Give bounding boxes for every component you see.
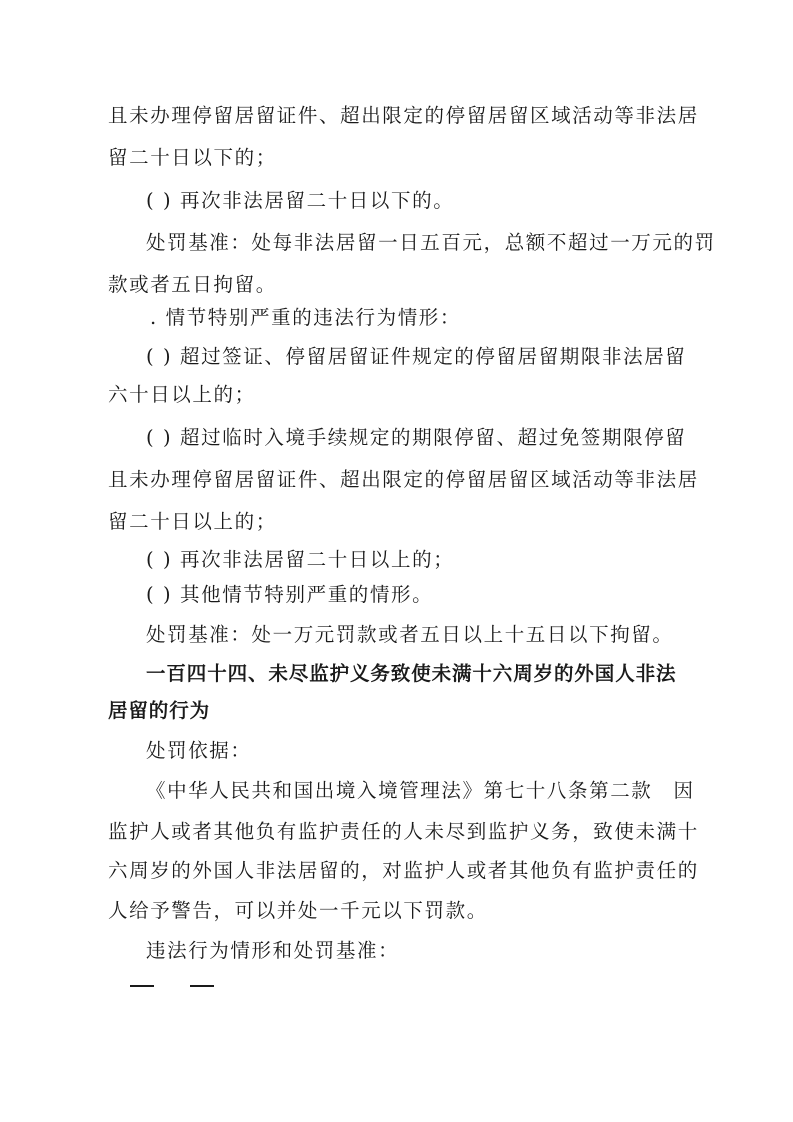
penalty-standard: 处罚基准：处每非法居留一日五百元，总额不超过一万元的罚 [146, 231, 716, 254]
paragraph-line: 人给予警告，可以并处一千元以下罚款。 [108, 899, 488, 922]
list-item-repeat-illegal-stay: ( ) 再次非法居留二十日以下的。 [146, 189, 455, 212]
list-item-other-severe: ( ) 其他情节特别严重的情形。 [146, 583, 434, 606]
paragraph-line: 款或者五日拘留。 [108, 273, 277, 296]
section-heading-situations: 违法行为情形和处罚基准： [146, 939, 400, 962]
article-heading-continued: 居留的行为 [108, 699, 211, 722]
paragraph-line: 且未办理停留居留证件、超出限定的停留居留区域活动等非法居 [108, 468, 699, 491]
paragraph-line: 六十日以上的； [108, 383, 256, 406]
penalty-standard: 处罚基准：处一万元罚款或者五日以上十五日以下拘留。 [146, 623, 674, 646]
article-heading: 一百四十四、未尽监护义务致使未满十六周岁的外国人非法 [146, 662, 677, 685]
paragraph-line: 六周岁的外国人非法居留的，对监护人或者其他负有监护责任的 [108, 859, 699, 882]
paragraph-line: 留二十日以下的； [108, 146, 277, 169]
list-item-visa-overstay: ( ) 超过签证、停留居留证件规定的停留居留期限非法居留 [146, 345, 687, 368]
legal-citation: 《中华人民共和国出境入境管理法》第七十八条第二款 因 [146, 779, 695, 802]
penalty-basis-heading: 处罚依据： [146, 739, 252, 762]
footer-dash-right [190, 985, 214, 987]
paragraph-line: 留二十日以上的； [108, 510, 277, 533]
paragraph-line: 监护人或者其他负有监护责任的人未尽到监护义务，致使未满十 [108, 820, 699, 843]
footer-dash-left [130, 985, 154, 987]
list-item-repeat-over-twenty: ( ) 再次非法居留二十日以上的； [146, 548, 455, 571]
section-heading-severe: . 情节特别严重的违法行为情形： [150, 306, 461, 329]
list-item-temporary-entry: ( ) 超过临时入境手续规定的期限停留、超过免签期限停留 [146, 426, 687, 449]
paragraph-line: 且未办理停留居留证件、超出限定的停留居留区域活动等非法居 [108, 104, 699, 127]
